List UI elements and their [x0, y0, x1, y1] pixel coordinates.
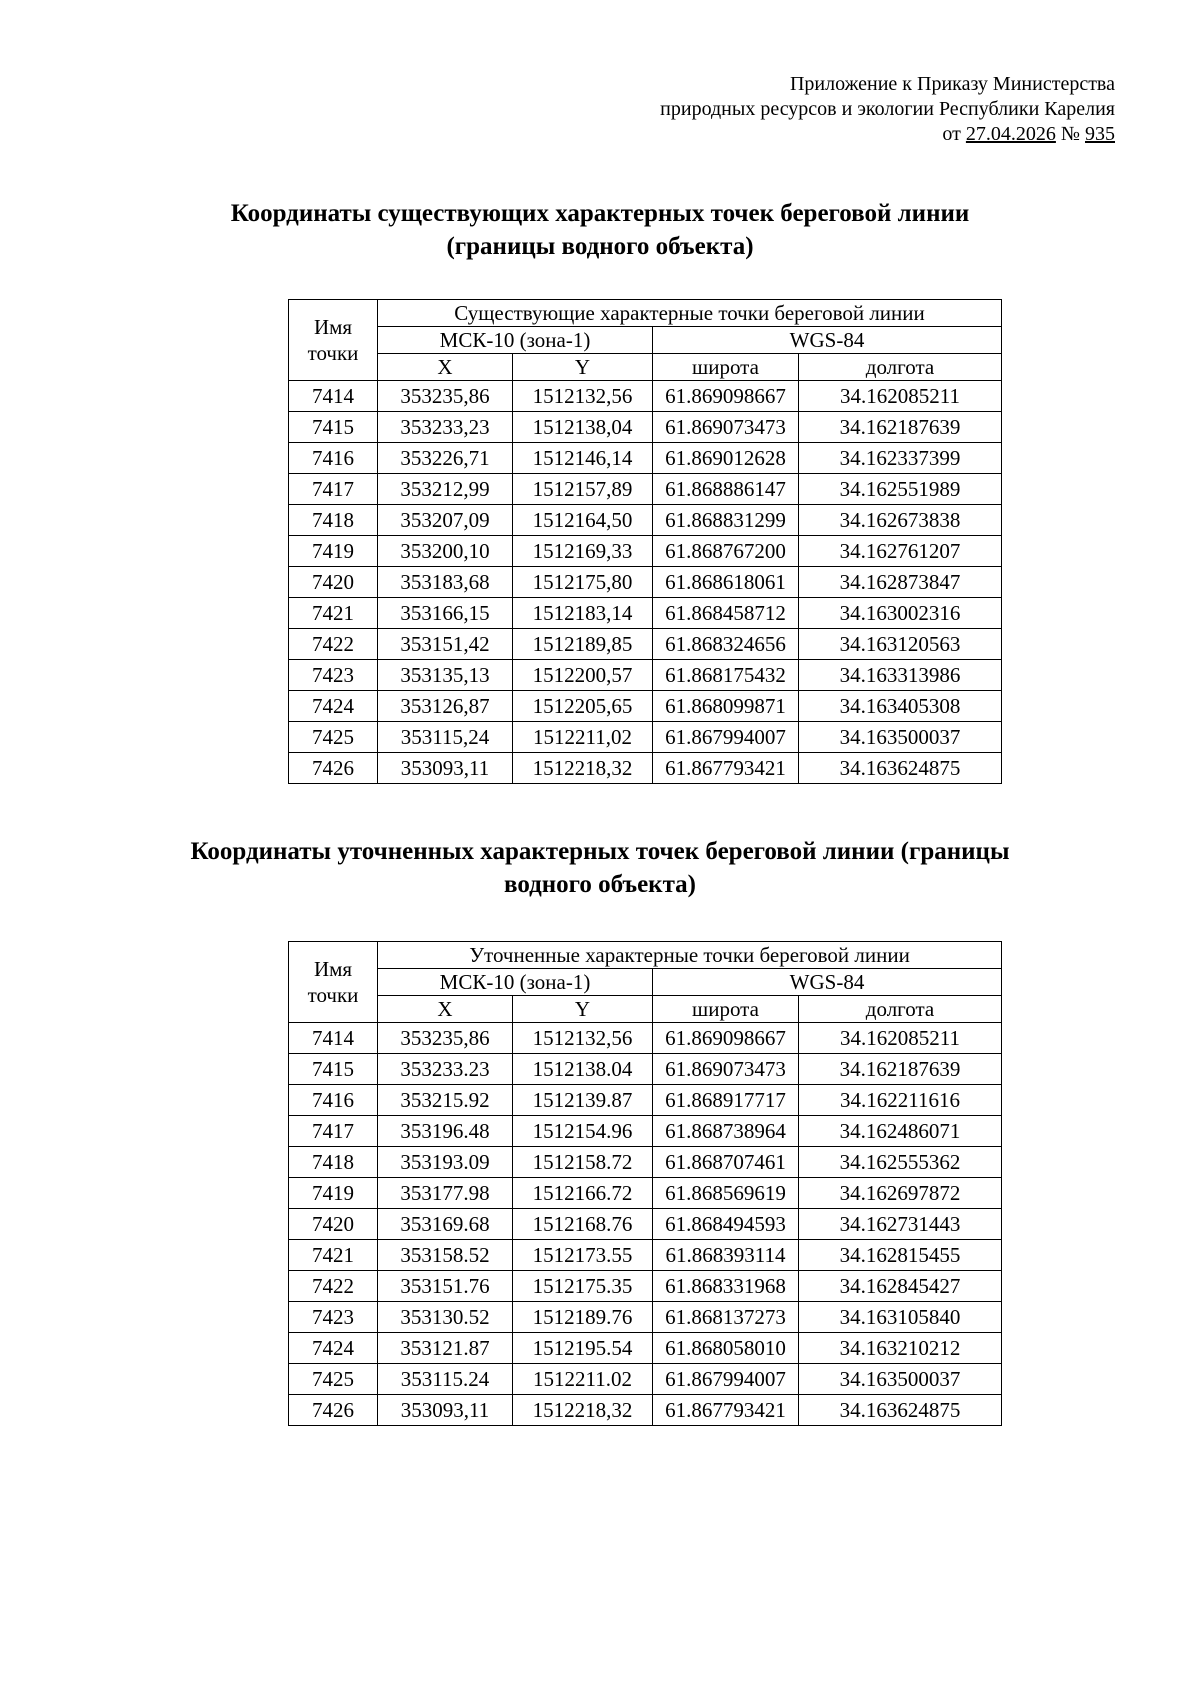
x-cell: 353135,13	[378, 660, 513, 691]
table-row	[289, 505, 1002, 536]
latitude-cell: 61.868618061	[653, 567, 799, 598]
x-cell: 353235,86	[378, 1023, 513, 1054]
table-row	[289, 474, 1002, 505]
latitude-cell: 61.868458712	[653, 598, 799, 629]
latitude-cell: 61.868767200	[653, 536, 799, 567]
table-row	[289, 1178, 1002, 1209]
table-row	[289, 1302, 1002, 1333]
table-row	[289, 753, 1002, 784]
table-row	[289, 1085, 1002, 1116]
point-name-cell: 7415	[289, 1054, 378, 1085]
order-date: 27.04.2026	[965, 123, 1056, 145]
y-cell: 1512138,04	[513, 412, 653, 443]
y-cell: 1512154.96	[513, 1116, 653, 1147]
longitude-cell: 34.163624875	[799, 1395, 1002, 1426]
table-row	[289, 1209, 1002, 1240]
point-name-cell: 7426	[289, 1395, 378, 1426]
y-cell: 1512132,56	[513, 1023, 653, 1054]
col-lon-header: долгота	[799, 996, 1002, 1023]
point-name-cell: 7423	[289, 660, 378, 691]
latitude-cell: 61.868331968	[653, 1271, 799, 1302]
x-cell: 353093,11	[378, 753, 513, 784]
latitude-cell: 61.867793421	[653, 753, 799, 784]
msk-header: МСК-10 (зона-1)	[378, 327, 653, 354]
y-cell: 1512164,50	[513, 505, 653, 536]
table-row	[289, 1054, 1002, 1085]
latitude-cell: 61.868175432	[653, 660, 799, 691]
existing-points-table	[288, 299, 1002, 784]
table-row	[289, 598, 1002, 629]
y-cell: 1512189.76	[513, 1302, 653, 1333]
header-line-3	[660, 122, 1115, 147]
x-cell: 353215.92	[378, 1085, 513, 1116]
y-cell: 1512205,65	[513, 691, 653, 722]
col-y-header: Y	[513, 996, 653, 1023]
latitude-cell: 61.869098667	[653, 381, 799, 412]
refined-points-table	[288, 941, 1002, 1426]
latitude-cell: 61.868393114	[653, 1240, 799, 1271]
group-header: Уточненные характерные точки береговой линии	[378, 942, 1002, 969]
latitude-cell: 61.867994007	[653, 722, 799, 753]
x-cell: 353115.24	[378, 1364, 513, 1395]
y-cell: 1512139.87	[513, 1085, 653, 1116]
table-row	[289, 629, 1002, 660]
latitude-cell: 61.868137273	[653, 1302, 799, 1333]
longitude-cell: 34.162551989	[799, 474, 1002, 505]
latitude-cell: 61.869073473	[653, 412, 799, 443]
x-cell: 353115,24	[378, 722, 513, 753]
latitude-cell: 61.868831299	[653, 505, 799, 536]
point-name-cell: 7425	[289, 722, 378, 753]
x-cell: 353183,68	[378, 567, 513, 598]
x-cell: 353121.87	[378, 1333, 513, 1364]
latitude-cell: 61.868738964	[653, 1116, 799, 1147]
table-row	[289, 412, 1002, 443]
point-name-cell: 7418	[289, 505, 378, 536]
section-2-title-line-2: водного объекта)	[503, 871, 696, 898]
longitude-cell: 34.163105840	[799, 1302, 1002, 1333]
longitude-cell: 34.163405308	[799, 691, 1002, 722]
x-cell: 353226,71	[378, 443, 513, 474]
y-cell: 1512157,89	[513, 474, 653, 505]
group-header: Существующие характерные точки береговой линии	[378, 300, 1002, 327]
longitude-cell: 34.162187639	[799, 412, 1002, 443]
point-name-cell: 7416	[289, 443, 378, 474]
longitude-cell: 34.162761207	[799, 536, 1002, 567]
longitude-cell: 34.162085211	[799, 1023, 1002, 1054]
x-cell: 353126,87	[378, 691, 513, 722]
longitude-cell: 34.162697872	[799, 1178, 1002, 1209]
longitude-cell: 34.162486071	[799, 1116, 1002, 1147]
point-name-cell: 7421	[289, 1240, 378, 1271]
y-cell: 1512218,32	[513, 1395, 653, 1426]
col-lat-header: широта	[653, 354, 799, 381]
x-cell: 353169.68	[378, 1209, 513, 1240]
section-1-title-line-2: (границы водного объекта)	[446, 233, 754, 260]
y-cell: 1512132,56	[513, 381, 653, 412]
longitude-cell: 34.162815455	[799, 1240, 1002, 1271]
point-name-cell: 7423	[289, 1302, 378, 1333]
table-row	[289, 1240, 1002, 1271]
wgs-header: WGS-84	[653, 969, 1002, 996]
x-cell: 353200,10	[378, 536, 513, 567]
y-cell: 1512175.35	[513, 1271, 653, 1302]
longitude-cell: 34.163624875	[799, 753, 1002, 784]
section-2-title	[0, 835, 1200, 901]
point-name-cell: 7418	[289, 1147, 378, 1178]
x-cell: 353151.76	[378, 1271, 513, 1302]
point-name-cell: 7422	[289, 1271, 378, 1302]
longitude-cell: 34.163210212	[799, 1333, 1002, 1364]
y-cell: 1512158.72	[513, 1147, 653, 1178]
latitude-cell: 61.868099871	[653, 691, 799, 722]
point-name-header: Имя точки	[289, 300, 378, 381]
table-row	[289, 1147, 1002, 1178]
table-row	[289, 1333, 1002, 1364]
point-name-cell: 7414	[289, 1023, 378, 1054]
point-name-header: Имя точки	[289, 942, 378, 1023]
col-lon-header: долгота	[799, 354, 1002, 381]
x-cell: 353166,15	[378, 598, 513, 629]
y-cell: 1512195.54	[513, 1333, 653, 1364]
longitude-cell: 34.162337399	[799, 443, 1002, 474]
longitude-cell: 34.162673838	[799, 505, 1002, 536]
table-row	[289, 1271, 1002, 1302]
number-sign: №	[1060, 123, 1080, 145]
x-cell: 353158.52	[378, 1240, 513, 1271]
x-cell: 353196.48	[378, 1116, 513, 1147]
table-row	[289, 1116, 1002, 1147]
x-cell: 353233,23	[378, 412, 513, 443]
point-name-cell: 7424	[289, 691, 378, 722]
longitude-cell: 34.163500037	[799, 1364, 1002, 1395]
header-line-1: Приложение к Приказу Министерства	[789, 73, 1115, 95]
x-cell: 353233.23	[378, 1054, 513, 1085]
table-row	[289, 1023, 1002, 1054]
longitude-cell: 34.162211616	[799, 1085, 1002, 1116]
order-number: 935	[1085, 123, 1115, 145]
col-x-header: X	[378, 354, 513, 381]
longitude-cell: 34.162873847	[799, 567, 1002, 598]
col-lat-header: широта	[653, 996, 799, 1023]
header-line-2: природных ресурсов и экологии Республики Карелия	[660, 98, 1115, 120]
point-name-cell: 7424	[289, 1333, 378, 1364]
latitude-cell: 61.868707461	[653, 1147, 799, 1178]
latitude-cell: 61.867994007	[653, 1364, 799, 1395]
longitude-cell: 34.163500037	[799, 722, 1002, 753]
refined-points-body	[289, 1023, 1002, 1426]
section-1-title	[0, 197, 1200, 263]
y-cell: 1512189,85	[513, 629, 653, 660]
table-row	[289, 722, 1002, 753]
latitude-cell: 61.868324656	[653, 629, 799, 660]
longitude-cell: 34.162555362	[799, 1147, 1002, 1178]
x-cell: 353177.98	[378, 1178, 513, 1209]
table-row	[289, 1395, 1002, 1426]
table-row	[289, 443, 1002, 474]
latitude-cell: 61.867793421	[653, 1395, 799, 1426]
point-name-cell: 7420	[289, 567, 378, 598]
y-cell: 1512169,33	[513, 536, 653, 567]
section-2-title-line-1: Координаты уточненных характерных точек береговой линии (границы	[190, 838, 1010, 865]
y-cell: 1512200,57	[513, 660, 653, 691]
longitude-cell: 34.162085211	[799, 381, 1002, 412]
appendix-header	[660, 72, 1115, 147]
longitude-cell: 34.163002316	[799, 598, 1002, 629]
latitude-cell: 61.868058010	[653, 1333, 799, 1364]
point-name-cell: 7417	[289, 474, 378, 505]
point-name-cell: 7421	[289, 598, 378, 629]
point-name-cell: 7414	[289, 381, 378, 412]
point-name-cell: 7419	[289, 536, 378, 567]
y-cell: 1512211.02	[513, 1364, 653, 1395]
msk-header: МСК-10 (зона-1)	[378, 969, 653, 996]
x-cell: 353207,09	[378, 505, 513, 536]
col-y-header: Y	[513, 354, 653, 381]
x-cell: 353130.52	[378, 1302, 513, 1333]
table-row	[289, 691, 1002, 722]
table-row	[289, 660, 1002, 691]
y-cell: 1512138.04	[513, 1054, 653, 1085]
point-name-cell: 7415	[289, 412, 378, 443]
point-name-cell: 7426	[289, 753, 378, 784]
longitude-cell: 34.162187639	[799, 1054, 1002, 1085]
point-name-cell: 7417	[289, 1116, 378, 1147]
existing-points-body	[289, 381, 1002, 784]
table-row	[289, 1364, 1002, 1395]
x-cell: 353212,99	[378, 474, 513, 505]
latitude-cell: 61.869098667	[653, 1023, 799, 1054]
x-cell: 353193.09	[378, 1147, 513, 1178]
y-cell: 1512146,14	[513, 443, 653, 474]
table-row	[289, 567, 1002, 598]
latitude-cell: 61.868917717	[653, 1085, 799, 1116]
x-cell: 353093,11	[378, 1395, 513, 1426]
y-cell: 1512166.72	[513, 1178, 653, 1209]
section-1-title-line-1: Координаты существующих характерных точек береговой линии	[230, 200, 970, 227]
table-row	[289, 381, 1002, 412]
table-row	[289, 536, 1002, 567]
y-cell: 1512183,14	[513, 598, 653, 629]
latitude-cell: 61.868569619	[653, 1178, 799, 1209]
latitude-cell: 61.869073473	[653, 1054, 799, 1085]
y-cell: 1512218,32	[513, 753, 653, 784]
longitude-cell: 34.163120563	[799, 629, 1002, 660]
longitude-cell: 34.162731443	[799, 1209, 1002, 1240]
y-cell: 1512173.55	[513, 1240, 653, 1271]
latitude-cell: 61.868494593	[653, 1209, 799, 1240]
header-prefix: от	[942, 123, 961, 145]
point-name-cell: 7419	[289, 1178, 378, 1209]
y-cell: 1512175,80	[513, 567, 653, 598]
y-cell: 1512168.76	[513, 1209, 653, 1240]
point-name-cell: 7422	[289, 629, 378, 660]
point-name-cell: 7425	[289, 1364, 378, 1395]
y-cell: 1512211,02	[513, 722, 653, 753]
longitude-cell: 34.162845427	[799, 1271, 1002, 1302]
latitude-cell: 61.868886147	[653, 474, 799, 505]
wgs-header: WGS-84	[653, 327, 1002, 354]
point-name-cell: 7416	[289, 1085, 378, 1116]
x-cell: 353151,42	[378, 629, 513, 660]
latitude-cell: 61.869012628	[653, 443, 799, 474]
col-x-header: X	[378, 996, 513, 1023]
longitude-cell: 34.163313986	[799, 660, 1002, 691]
x-cell: 353235,86	[378, 381, 513, 412]
point-name-cell: 7420	[289, 1209, 378, 1240]
